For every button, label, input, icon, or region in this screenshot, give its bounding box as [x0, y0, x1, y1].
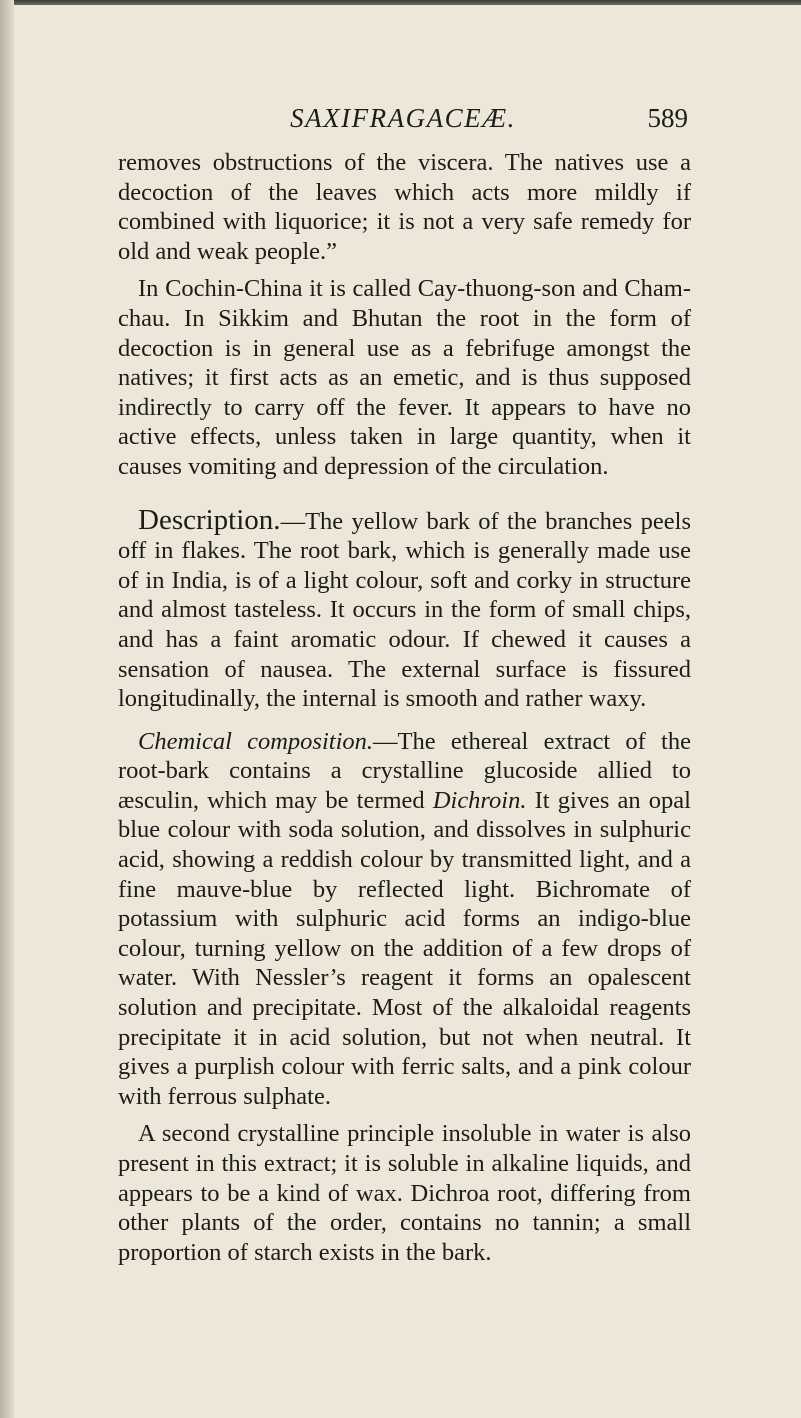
description-text: —The yellow bark of the branches peels off in flakes. The root bark, which is generally made use of in India, is of a light colour, soft and corky in structure and almost tasteless. It occurs in the form of small chips, and has a faint aromatic odour. If chewed it causes a sensation of nausea. The external surface is fissured longitudinally, the internal is smooth and rather waxy. — [118, 507, 691, 713]
paragraph-cochin-china: In Cochin-China it is called Cay-thuong-son and Cham-chau. In Sikkim and Bhutan the root in the form of decoction is in general use as a febrifuge amongst the natives; it first acts as an emetic, and is thus supposed indirectly to carry off the fever. It appears to have no active effects, unless taken in large quantity, when it causes vomiting and depression of the circulation. — [118, 275, 691, 480]
chemical-text-b: It gives an opal blue colour with soda solution, and dissolves in sulphuric acid, showing a reddish colour by transmitted light, and a fine mauve-blue by reflected light. Bichromate of potassium with sulphuric acid forms an indigo-blue colour, turning yellow on the addition of a few drops of water. With Nessler’s reagent it forms an opalescent solution and precipitate. Most of the alkaloidal reagents precipitate it in acid solution, but not when neutral. It gives a purplish colour with ferric salts, and a pink colour with ferrous sulphate. — [118, 786, 691, 1110]
body-text — [118, 148, 691, 1267]
running-header — [118, 103, 688, 139]
running-title: SAXIFRAGACEÆ. — [290, 103, 516, 133]
section-heading-chemical-composition: Chemical composition. — [138, 727, 374, 755]
paragraph-chemical-composition — [118, 727, 691, 1112]
paragraph-description — [118, 503, 691, 714]
page-number: 589 — [647, 103, 688, 133]
term-dichroin: Dichroin. — [432, 786, 527, 814]
section-heading-description: Description. — [138, 503, 281, 536]
paragraph-continued: removes obstructions of the viscera. The natives use a decoction of the leaves which acts more mildly if combined with liquorice; it is not a very safe remedy for old and weak people.” — [118, 149, 691, 265]
chemical-text-a: —The ethereal extract of the root-bark contains a crystalline glucoside allied to æsculin, which may be termed — [118, 727, 691, 814]
paragraph-second-principle: A second crystalline principle insoluble in water is also present in this extract; it is soluble in alkaline liquids, and appears to be a kind of wax. Dichroa root, differing from other plants of the order, contains no tannin; a small proportion of starch exists in the bark. — [118, 1120, 691, 1266]
